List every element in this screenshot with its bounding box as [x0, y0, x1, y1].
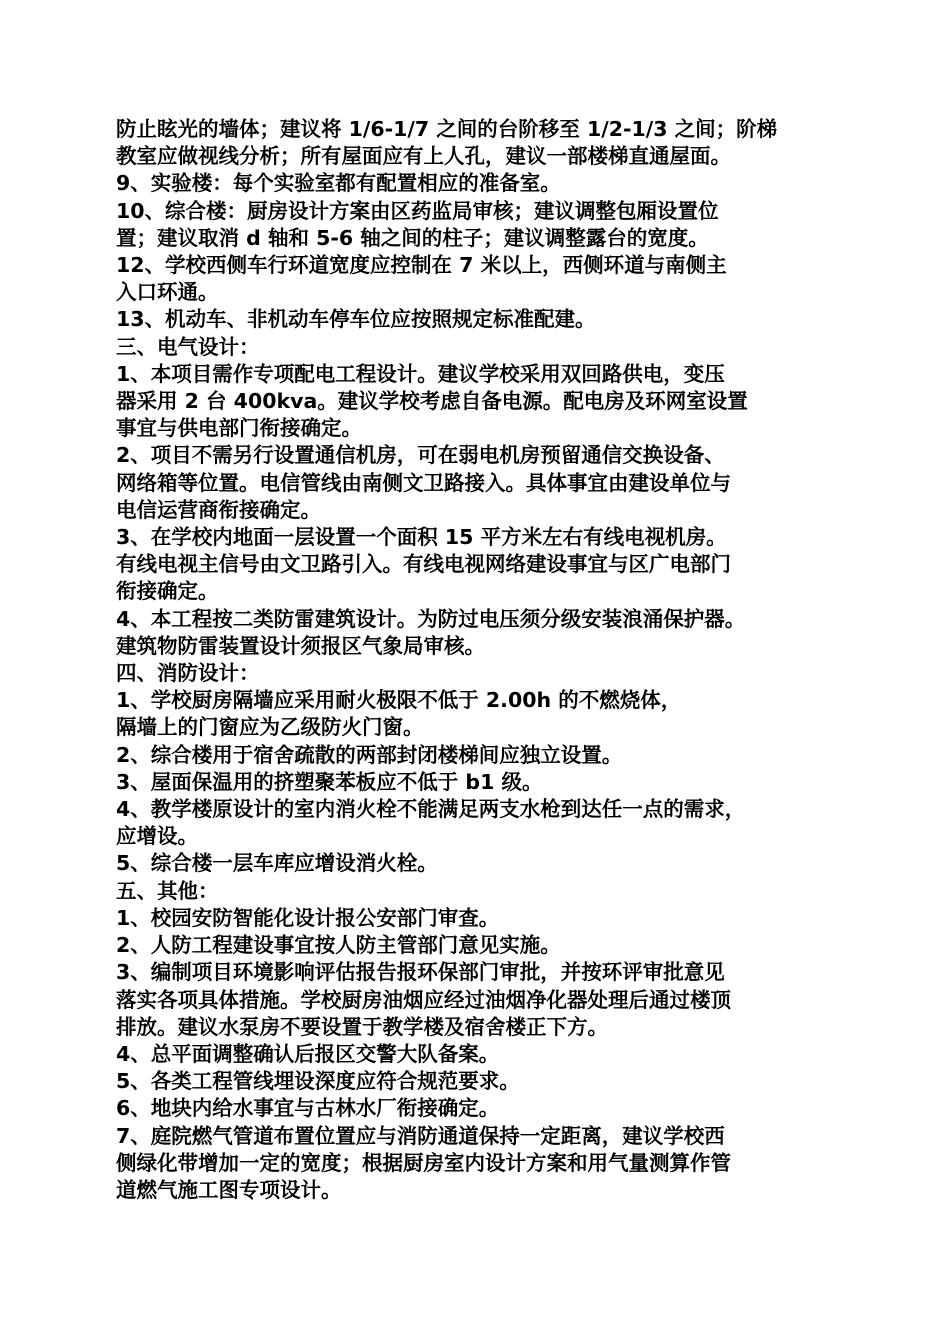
text-line: 应增设。	[116, 824, 198, 849]
list-item-10: 10、综合楼：厨房设计方案由区药监局审核；建议调整包厢设置位	[116, 198, 719, 223]
section-heading-fire: 四、消防设计：	[116, 661, 260, 686]
list-item-1: 1、学校厨房隔墙应采用耐火极限不低于 2.00h 的不燃烧体，	[116, 688, 682, 713]
list-item-4: 4、本工程按二类防雷建筑设计。为防过电压须分级安装浪涌保护器。	[116, 606, 746, 631]
document-body	[116, 116, 846, 1204]
list-item-6: 6、地块内给水事宜与古林水厂衔接确定。	[116, 1096, 500, 1121]
list-item-4: 4、总平面调整确认后报区交警大队备案。	[116, 1041, 500, 1066]
list-item-12: 12、学校西侧车行环道宽度应控制在 7 米以上，西侧环道与南侧主	[116, 253, 727, 278]
list-item-3: 3、编制项目环境影响评估报告报环保部门审批，并按环评审批意见	[116, 960, 725, 985]
list-item-5: 5、综合楼一层车库应增设消火栓。	[116, 851, 438, 876]
list-item-2: 2、项目不需另行设置通信机房，可在弱电机房预留通信交换设备、	[116, 443, 725, 468]
text-line: 器采用 2 台 400kva。建议学校考虑自备电源。配电房及环网室设置	[116, 389, 748, 414]
text-line: 入口环通。	[116, 280, 219, 305]
list-item-7: 7、庭院燃气管道布置位置应与消防通道保持一定距离，建议学校西	[116, 1123, 725, 1148]
list-item-1: 1、本项目需作专项配电工程设计。建议学校采用双回路供电，变压	[116, 361, 725, 386]
text-line: 建筑物防雷装置设计须报区气象局审核。	[116, 633, 485, 658]
text-line: 有线电视主信号由文卫路引入。有线电视网络建设事宜与区广电部门	[116, 552, 731, 577]
text-line: 网络箱等位置。电信管线由南侧文卫路接入。具体事宜由建设单位与	[116, 470, 731, 495]
list-item-13: 13、机动车、非机动车停车位应按照规定标准配建。	[116, 307, 596, 332]
section-heading-electrical: 三、电气设计：	[116, 334, 260, 359]
text-line: 落实各项具体措施。学校厨房油烟应经过油烟净化器处理后通过楼顶	[116, 987, 731, 1012]
list-item-4: 4、教学楼原设计的室内消火栓不能满足两支水枪到达任一点的需求，	[116, 797, 746, 822]
text-line: 衔接确定。	[116, 579, 219, 604]
list-item-2: 2、综合楼用于宿舍疏散的两部封闭楼梯间应独立设置。	[116, 742, 623, 767]
text-line: 排放。建议水泵房不要设置于教学楼及宿舍楼正下方。	[116, 1014, 608, 1039]
list-item-3: 3、屋面保温用的挤塑聚苯板应不低于 b1 级。	[116, 769, 543, 794]
section-heading-other: 五、其他：	[116, 878, 219, 903]
list-item-2: 2、人防工程建设事宜按人防主管部门意见实施。	[116, 933, 561, 958]
text-line: 置；建议取消 d 轴和 5-6 轴之间的柱子；建议调整露台的宽度。	[116, 225, 709, 250]
list-item-5: 5、各类工程管线埋设深度应符合规范要求。	[116, 1069, 520, 1094]
text-line: 电信运营商衔接确定。	[116, 497, 321, 522]
text-line: 防止眩光的墙体；建议将 1/6-1/7 之间的台阶移至 1/2-1/3 之间；阶梯	[116, 117, 778, 141]
text-line: 隔墙上的门窗应为乙级防火门窗。	[116, 715, 424, 740]
text-line: 事宜与供电部门衔接确定。	[116, 416, 362, 441]
text-line: 侧绿化带增加一定的宽度；根据厨房室内设计方案和用气量测算作管	[116, 1150, 731, 1175]
list-item-3: 3、在学校内地面一层设置一个面积 15 平方米左右有线电视机房。	[116, 525, 727, 550]
text-line: 道燃气施工图专项设计。	[116, 1177, 342, 1202]
text-line: 教室应做视线分析；所有屋面应有上人孔，建议一部楼梯直通屋面。	[116, 144, 731, 169]
list-item-9: 9、实验楼：每个实验室都有配置相应的准备室。	[116, 171, 561, 196]
list-item-1: 1、校园安防智能化设计报公安部门审查。	[116, 905, 500, 930]
